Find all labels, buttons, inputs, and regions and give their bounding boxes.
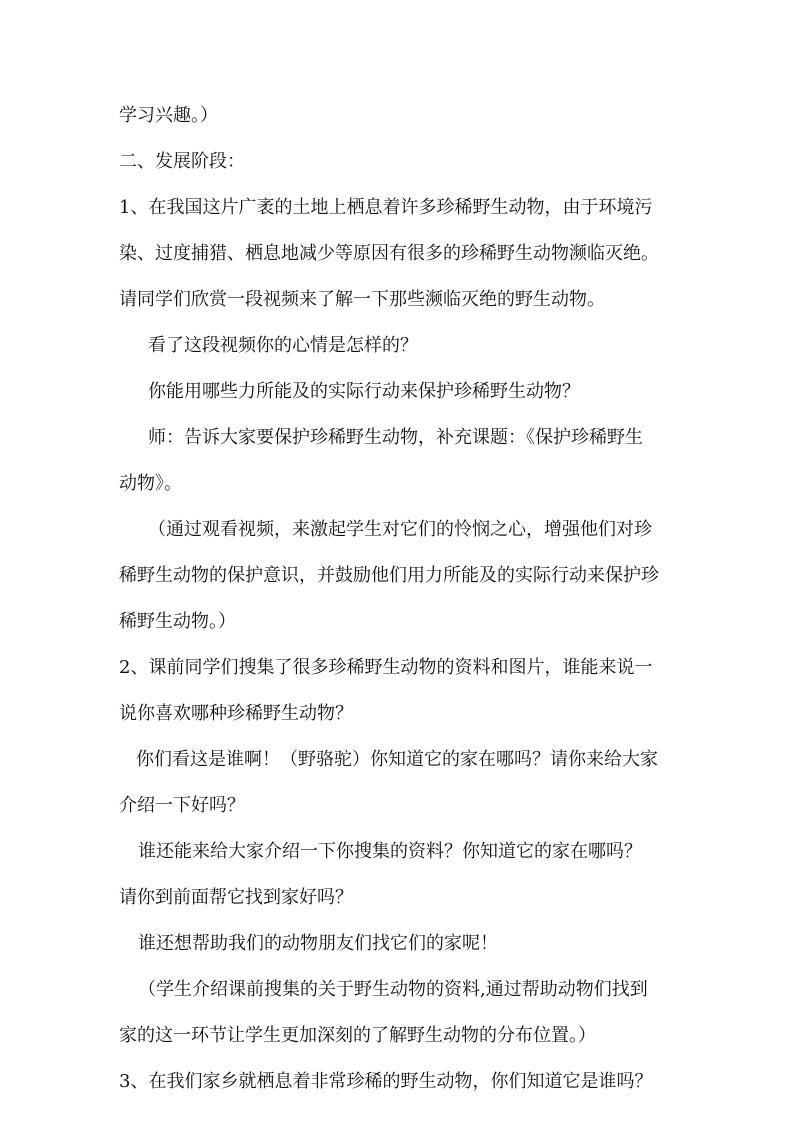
text-line: （学生介绍课前搜集的关于野生动物的资料,通过帮助动物们找到 (138, 979, 648, 1000)
text-line: 谁还能来给大家介绍一下你搜集的资料？你知道它的家在哪吗？ (138, 841, 642, 862)
text-line: 稀野生动物的保护意识，并鼓励他们用力所能及的实际行动来保护珍 (119, 565, 659, 586)
text-line: 看了这段视频你的心情是怎样的？ (148, 335, 418, 356)
text-line: 请同学们欣赏一段视频来了解一下那些濒临灭绝的野生动物。 (119, 289, 605, 310)
text-line: 请你到前面帮它找到家好吗？ (119, 887, 353, 908)
text-line: 稀野生动物。） (119, 611, 236, 632)
text-line: 你能用哪些力所能及的实际行动来保护珍稀野生动物？ (148, 381, 580, 402)
text-line: 学习兴趣。） (119, 105, 218, 126)
text-line: （通过观看视频，来激起学生对它们的怜悯之心，增强他们对珍 (148, 519, 652, 540)
text-line: 谁还想帮助我们的动物朋友们找它们的家呢！ (138, 933, 498, 954)
text-line: 染、过度捕猎、栖息地减少等原因有很多的珍稀野生动物濒临灭绝。 (119, 243, 659, 264)
text-line: 师：告诉大家要保护珍稀野生动物，补充课题：《保护珍稀野生 (148, 427, 643, 448)
text-line: 介绍一下好吗？ (119, 795, 245, 816)
text-line: 你们看这是谁啊！（野骆驼）你知道它的家在哪吗？请你来给大家 (136, 749, 658, 770)
text-line: 1、在我国这片广袤的土地上栖息着许多珍稀野生动物，由于环境污 (119, 197, 653, 218)
text-line: 动物》。 (119, 473, 182, 494)
section-heading: 二、发展阶段： (119, 151, 245, 172)
text-line: 说你喜欢哪种珍稀野生动物？ (119, 703, 353, 724)
text-line: 2、课前同学们搜集了很多珍稀野生动物的资料和图片，谁能来说一 (119, 657, 653, 678)
text-line: 家的这一环节让学生更加深刻的了解野生动物的分布位置。） (119, 1025, 596, 1046)
text-line: 3、在我们家乡就栖息着非常珍稀的野生动物，你们知道它是谁吗？ (119, 1071, 653, 1092)
